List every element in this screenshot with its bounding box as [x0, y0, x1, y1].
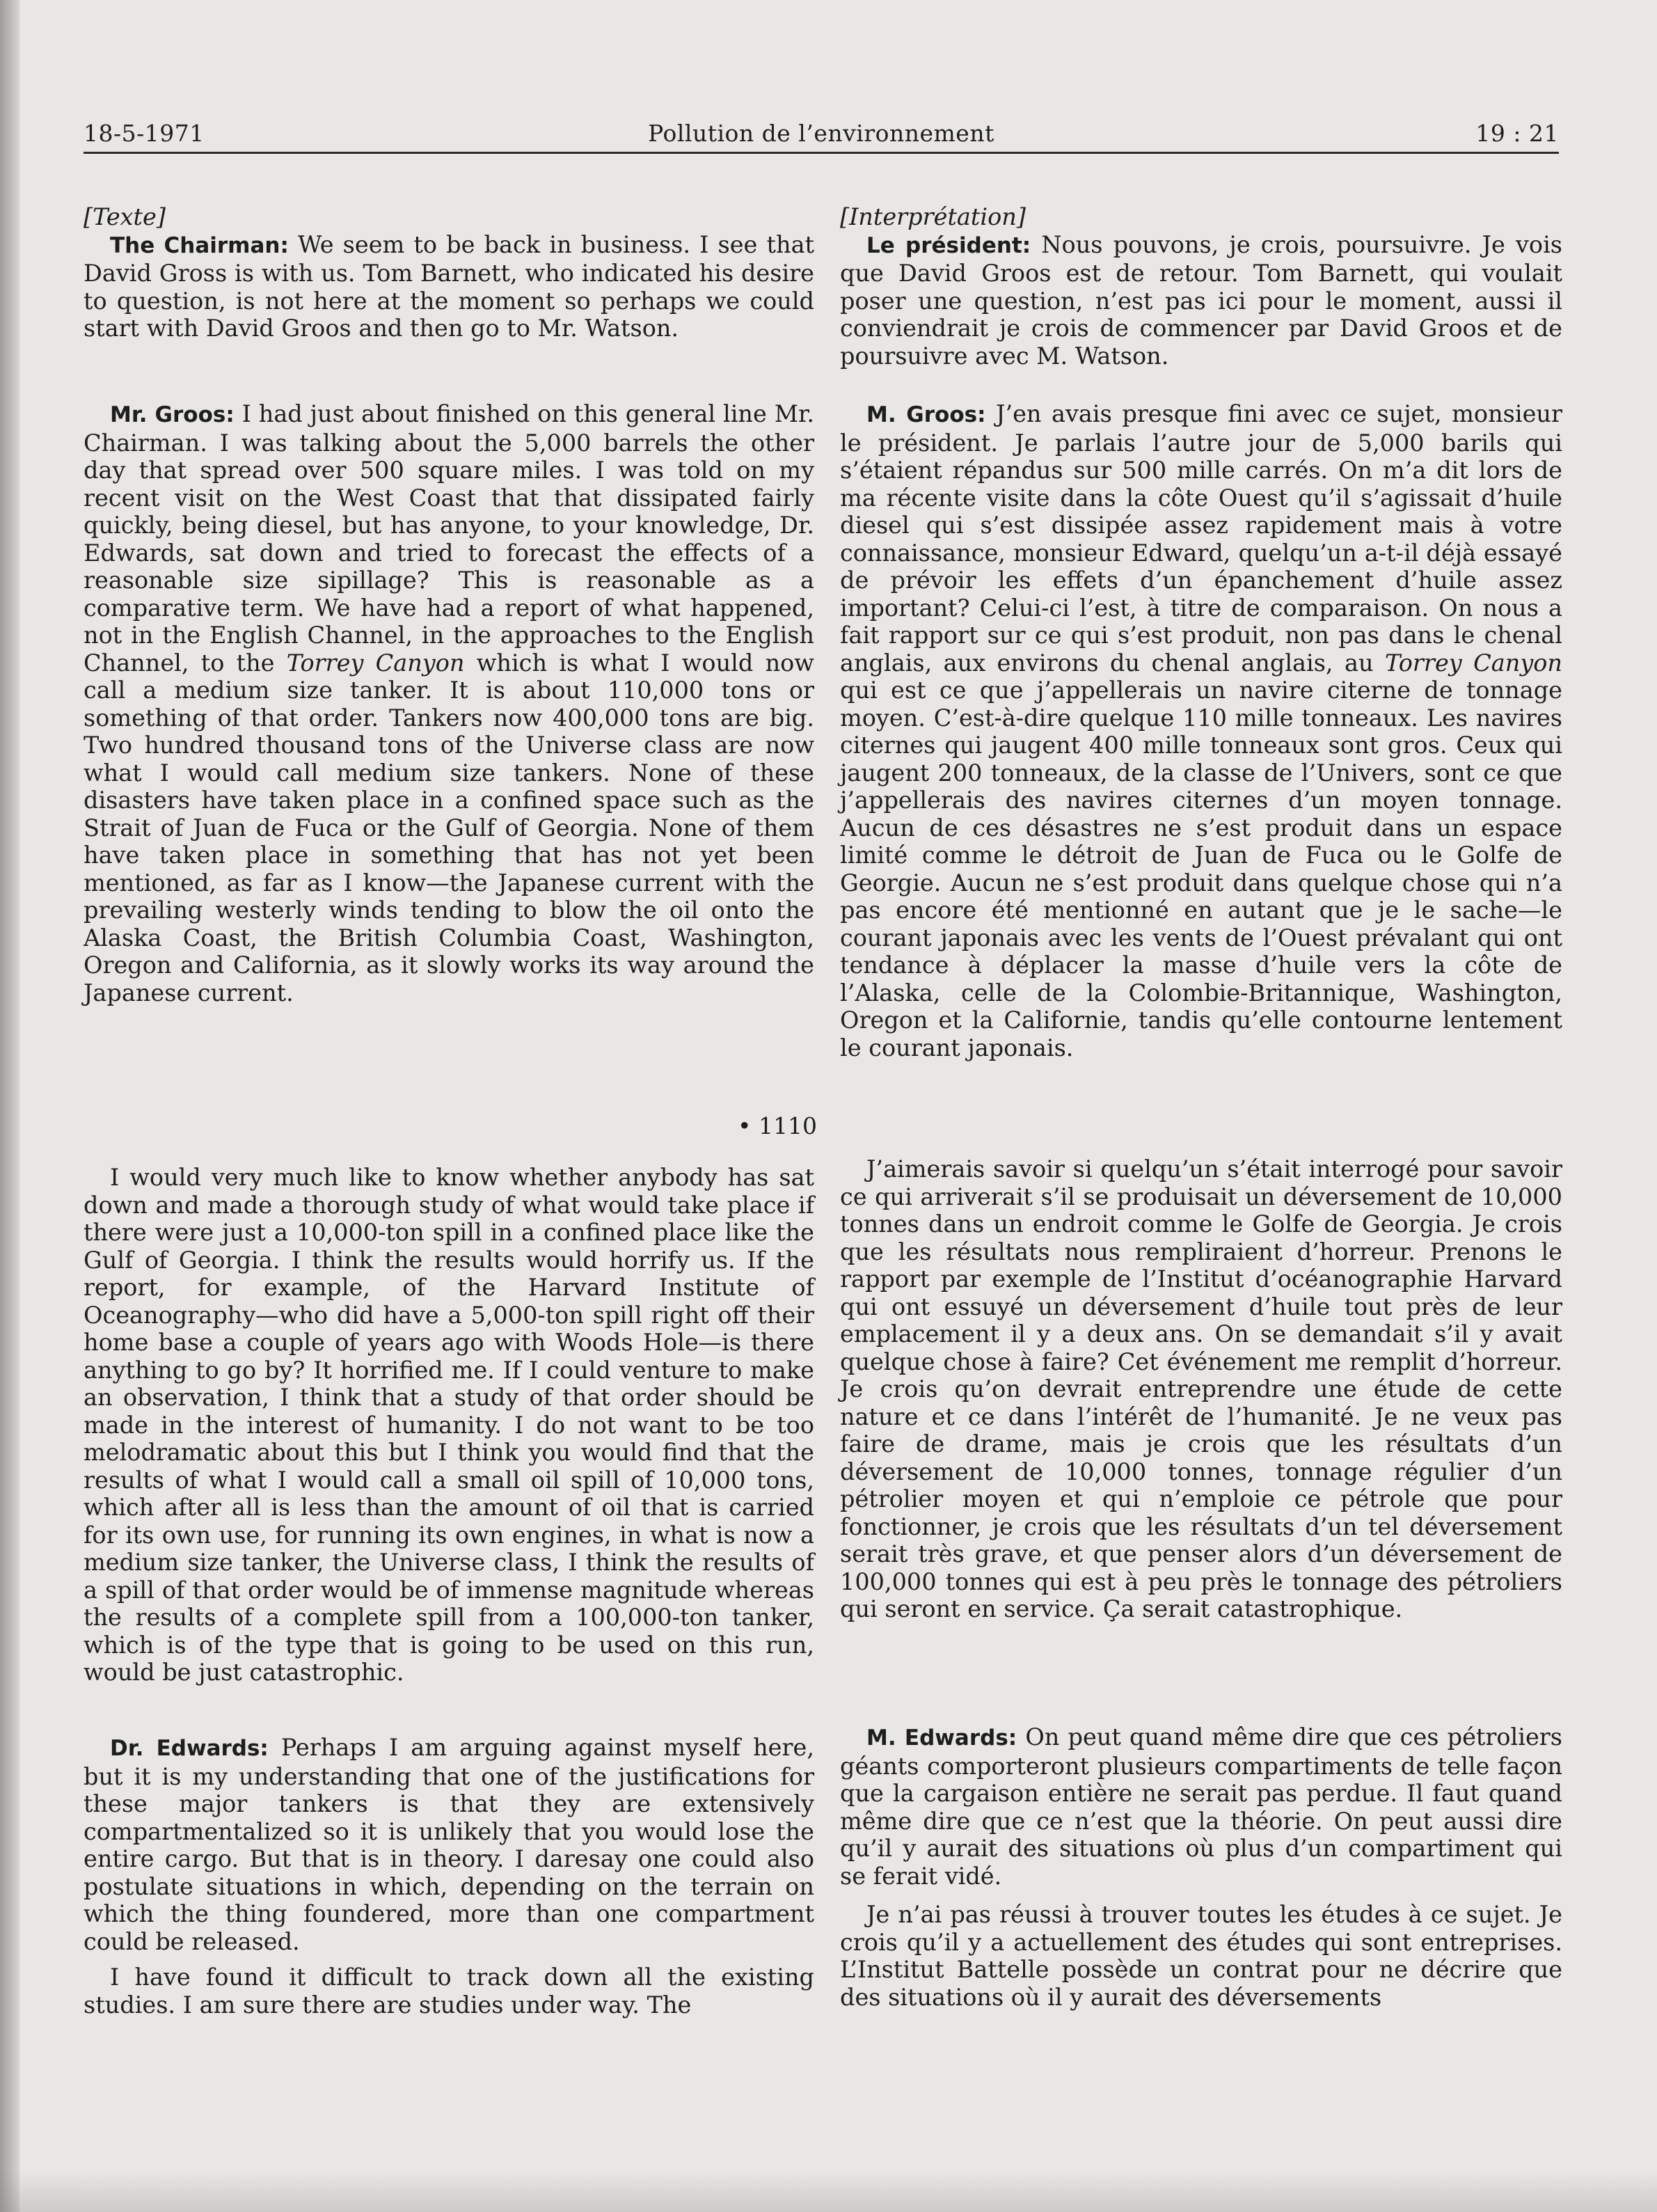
- running-header: [84, 120, 1559, 153]
- english-column-top: [84, 203, 814, 342]
- french-column-middle: [840, 1155, 1562, 1623]
- speech-text: I had just about finished on this general line Mr. Chairman. I was talking about the 5,000 barrels the other day that spread over 500 square miles. I was told on my recent visit on the West Coast that that dissipated fairly quickly, being diesel, but has anyone, to your knowledge, Dr. Edwards, sat down and tried to forecast the effects of a reasonable size sipillage? This is reasonable as a comparative term. We have had a report of what happened, not in the English Channel, in the approaches to the English Channel, to the: [84, 400, 814, 677]
- speech-text: Nous pouvons, je crois, poursuivre. Je vois que David Groos est de retour. Tom Barnett, qui voulait poser une question, n’est pas ici pour le moment, aussi il conviendrait je crois de commencer par David Groos et de poursuivre avec M. Watson.: [840, 230, 1562, 370]
- speech-text: which is what I would now call a medium size tanker. It is about 110,000 tons or something of that order. Tankers now 400,000 tons are big. Two hundred thousand tons of the Universe class are now what I would call medium size tankers. None of these disasters have taken place in a confined space such as the Strait of Juan de Fuca or the Gulf of Georgia. None of them have taken place in something that has not yet been mentioned, as far as I know—the Japanese current with the prevailing westerly winds tending to blow the oil onto the Alaska Coast, the British Columbia Coast, Washington, Oregon and California, as it slowly works its way around the Japanese current.: [84, 649, 814, 1006]
- speaker-name: M. Groos:: [866, 402, 986, 427]
- speech-text: J’en avais presque fini avec ce sujet, monsieur le président. Je parlais l’autre jour de 5,000 barils qui s’étaient répandus sur 500 mille carrés. On m’a dit lors de ma récente visite dans la côte Ouest qu’il s’agissait d’huile diesel qui s’est dissipée assez rapidement mais à votre connaissance, monsieur Edward, quelqu’un a-t-il déjà essayé de prévoir les effets d’un épanchement d’huile assez important? Celui-ci l’est, à titre de comparaison. On nous a fait rapport sur ce qui s’est produit, non pas dans le chenal anglais, aux environs du chenal anglais, au: [840, 400, 1562, 677]
- paragraph-groos: [84, 400, 814, 1006]
- speaker-name: Dr. Edwards:: [110, 1736, 269, 1761]
- speech-text: Perhaps I am arguing against myself here, but it is my understanding that one of the justifications for these major tankers is that they are extensively compartmentalized so it is unlikely that you would lose the entire cargo. But that is in theory. I daresay one could also postulate situations in which, depending on the terrain on which the thing foundered, more than one compartment could be released.: [84, 1734, 814, 1955]
- speech-text: On peut quand même dire que ces pétroliers géants comporteront plusieurs compartiments de telle façon que la cargaison entière ne serait pas perdue. Il faut quand même dire que ce n’est que la théorie. On peut aussi dire qu’il y aurait des situations où plus d’un compartiment qui se ferait vidé.: [840, 1723, 1562, 1890]
- ship-name: Torrey Canyon: [1385, 649, 1562, 677]
- paragraph-edwards-continued: I have found it difficult to track down all the existing studies. I am sure there are studies under way. The: [84, 1964, 814, 2019]
- page-edge-shadow: [0, 0, 19, 2212]
- english-column-edwards: [84, 1734, 814, 2019]
- english-column-middle: [84, 1164, 814, 1686]
- time-marker: • 1110: [738, 1112, 817, 1139]
- paragraph-edwards: [84, 1734, 814, 1955]
- text-label: [Texte]: [84, 203, 166, 230]
- header-title: Pollution de l’environnement: [648, 120, 994, 147]
- french-column-groos: [840, 400, 1562, 1061]
- header-page-number: 19 : 21: [1475, 120, 1559, 147]
- header-rule: [84, 152, 1559, 154]
- paragraph-groos-fr: [840, 400, 1562, 1061]
- english-column-groos: [84, 400, 814, 1006]
- speaker-name: M. Edwards:: [866, 1725, 1017, 1751]
- paragraph-edwards-fr: [840, 1723, 1562, 1890]
- speaker-name: The Chairman:: [110, 232, 289, 258]
- french-column-edwards: [840, 1723, 1562, 2011]
- speaker-name: Le président:: [866, 232, 1031, 258]
- interpretation-label: [Interprétation]: [840, 203, 1026, 230]
- speech-text: qui est ce que j’appellerais un navire citerne de tonnage moyen. C’est-à-dire quelque 110 mille tonneaux. Les navires citernes qui jaugent 400 mille tonneaux sont gros. Ceux qui jaugent 200 tonneaux, de la classe de l’Univers, sont ce que j’appellerais des navires citernes d’un moyen tonnage. Aucun de ces désastres ne s’est produit dans un espace limité comme le détroit de Juan de Fuca ou le Golfe de Georgie. Aucun ne s’est produit dans quelque chose qui n’a pas encore été mentionné en autant que je le sache—le courant japonais avec les vents de l’Ouest prévalant qui ont tendance à déplacer la masse d’huile vers la côte de l’Alaska, celle de la Colombie-Britannique, Washington, Oregon et la Californie, tandis qu’elle contourne lentement le courant japonais.: [840, 677, 1562, 1061]
- paragraph-groos-fr-continued: J’aimerais savoir si quelqu’un s’était interrogé pour savoir ce qui arriverait s’il se produisait un déversement de 10,000 tonnes dans un endroit comme le Golfe de Georgia. Je crois que les résultats nous rempliraient d’horreur. Prenons le rapport par exemple de l’Institut d’océanographie Harvard qui ont essuyé un déversement d’huile tout près de leur emplacement il y a deux ans. On se demandait s’il y avait quelque chose à faire? Cet événement me remplit d’horreur. Je crois qu’on devrait entreprendre une étude de cette nature et ce dans l’intérêt de l’humanité. Je ne veux pas faire de drame, mais je crois que les résultats d’un déversement de 10,000 tonnes, tonnage régulier d’un pétrolier moyen et qui n’emploie ce pétrole que pour fonctionner, je crois que les résultats d’un tel déversement serait très grave, et que penser alors d’un déversement de 100,000 tonnes qui est à peu près le tonnage des pétroliers qui seront en service. Ça serait catastrophique.: [840, 1155, 1562, 1622]
- paragraph-edwards-fr-continued: Je n’ai pas réussi à trouver toutes les études à ce sujet. Je crois qu’il y a actuellement des études qui sont entreprises. L’Institut Battelle possède un contrat pour ne décrire que des situations où il y aurait des déversements: [840, 1901, 1562, 2011]
- speech-text: We seem to be back in business. I see that David Gross is with us. Tom Barnett, who indicated his desire to question, is not here at the moment so perhaps we could start with David Groos and then go to Mr. Watson.: [84, 230, 814, 342]
- french-column-top: [840, 203, 1562, 370]
- page-bottom-shadow: [0, 2170, 1657, 2212]
- paragraph-president: [840, 231, 1562, 370]
- paragraph-chairman: [84, 231, 814, 342]
- paragraph-groos-continued: I would very much like to know whether anybody has sat down and made a thorough study of what would take place if there were just a 10,000-ton spill in a confined place like the Gulf of Georgia. I think the results would horrify us. If the report, for example, of the Harvard Institute of Oceanography—who did have a 5,000-ton spill right off their home base a couple of years ago with Woods Hole—is there anything to go by? It horrified me. If I could venture to make an observation, I think that a study of that order should be made in the interest of humanity. I do not want to be too melodramatic about this but I think you would find that the results of what I would call a small oil spill of 10,000 tons, which after all is less than the amount of oil that is carried for its own use, for running its own engines, in what is now a medium size tanker, the Universe class, I think the results of a spill of that order would be of immense magnitude whereas the results of a complete spill from a 100,000-ton tanker, which is of the type that is going to be used on this run, would be just catastrophic.: [84, 1164, 814, 1686]
- speaker-name: Mr. Groos:: [110, 402, 235, 427]
- header-date: 18-5-1971: [84, 120, 205, 147]
- ship-name: Torrey Canyon: [286, 649, 465, 677]
